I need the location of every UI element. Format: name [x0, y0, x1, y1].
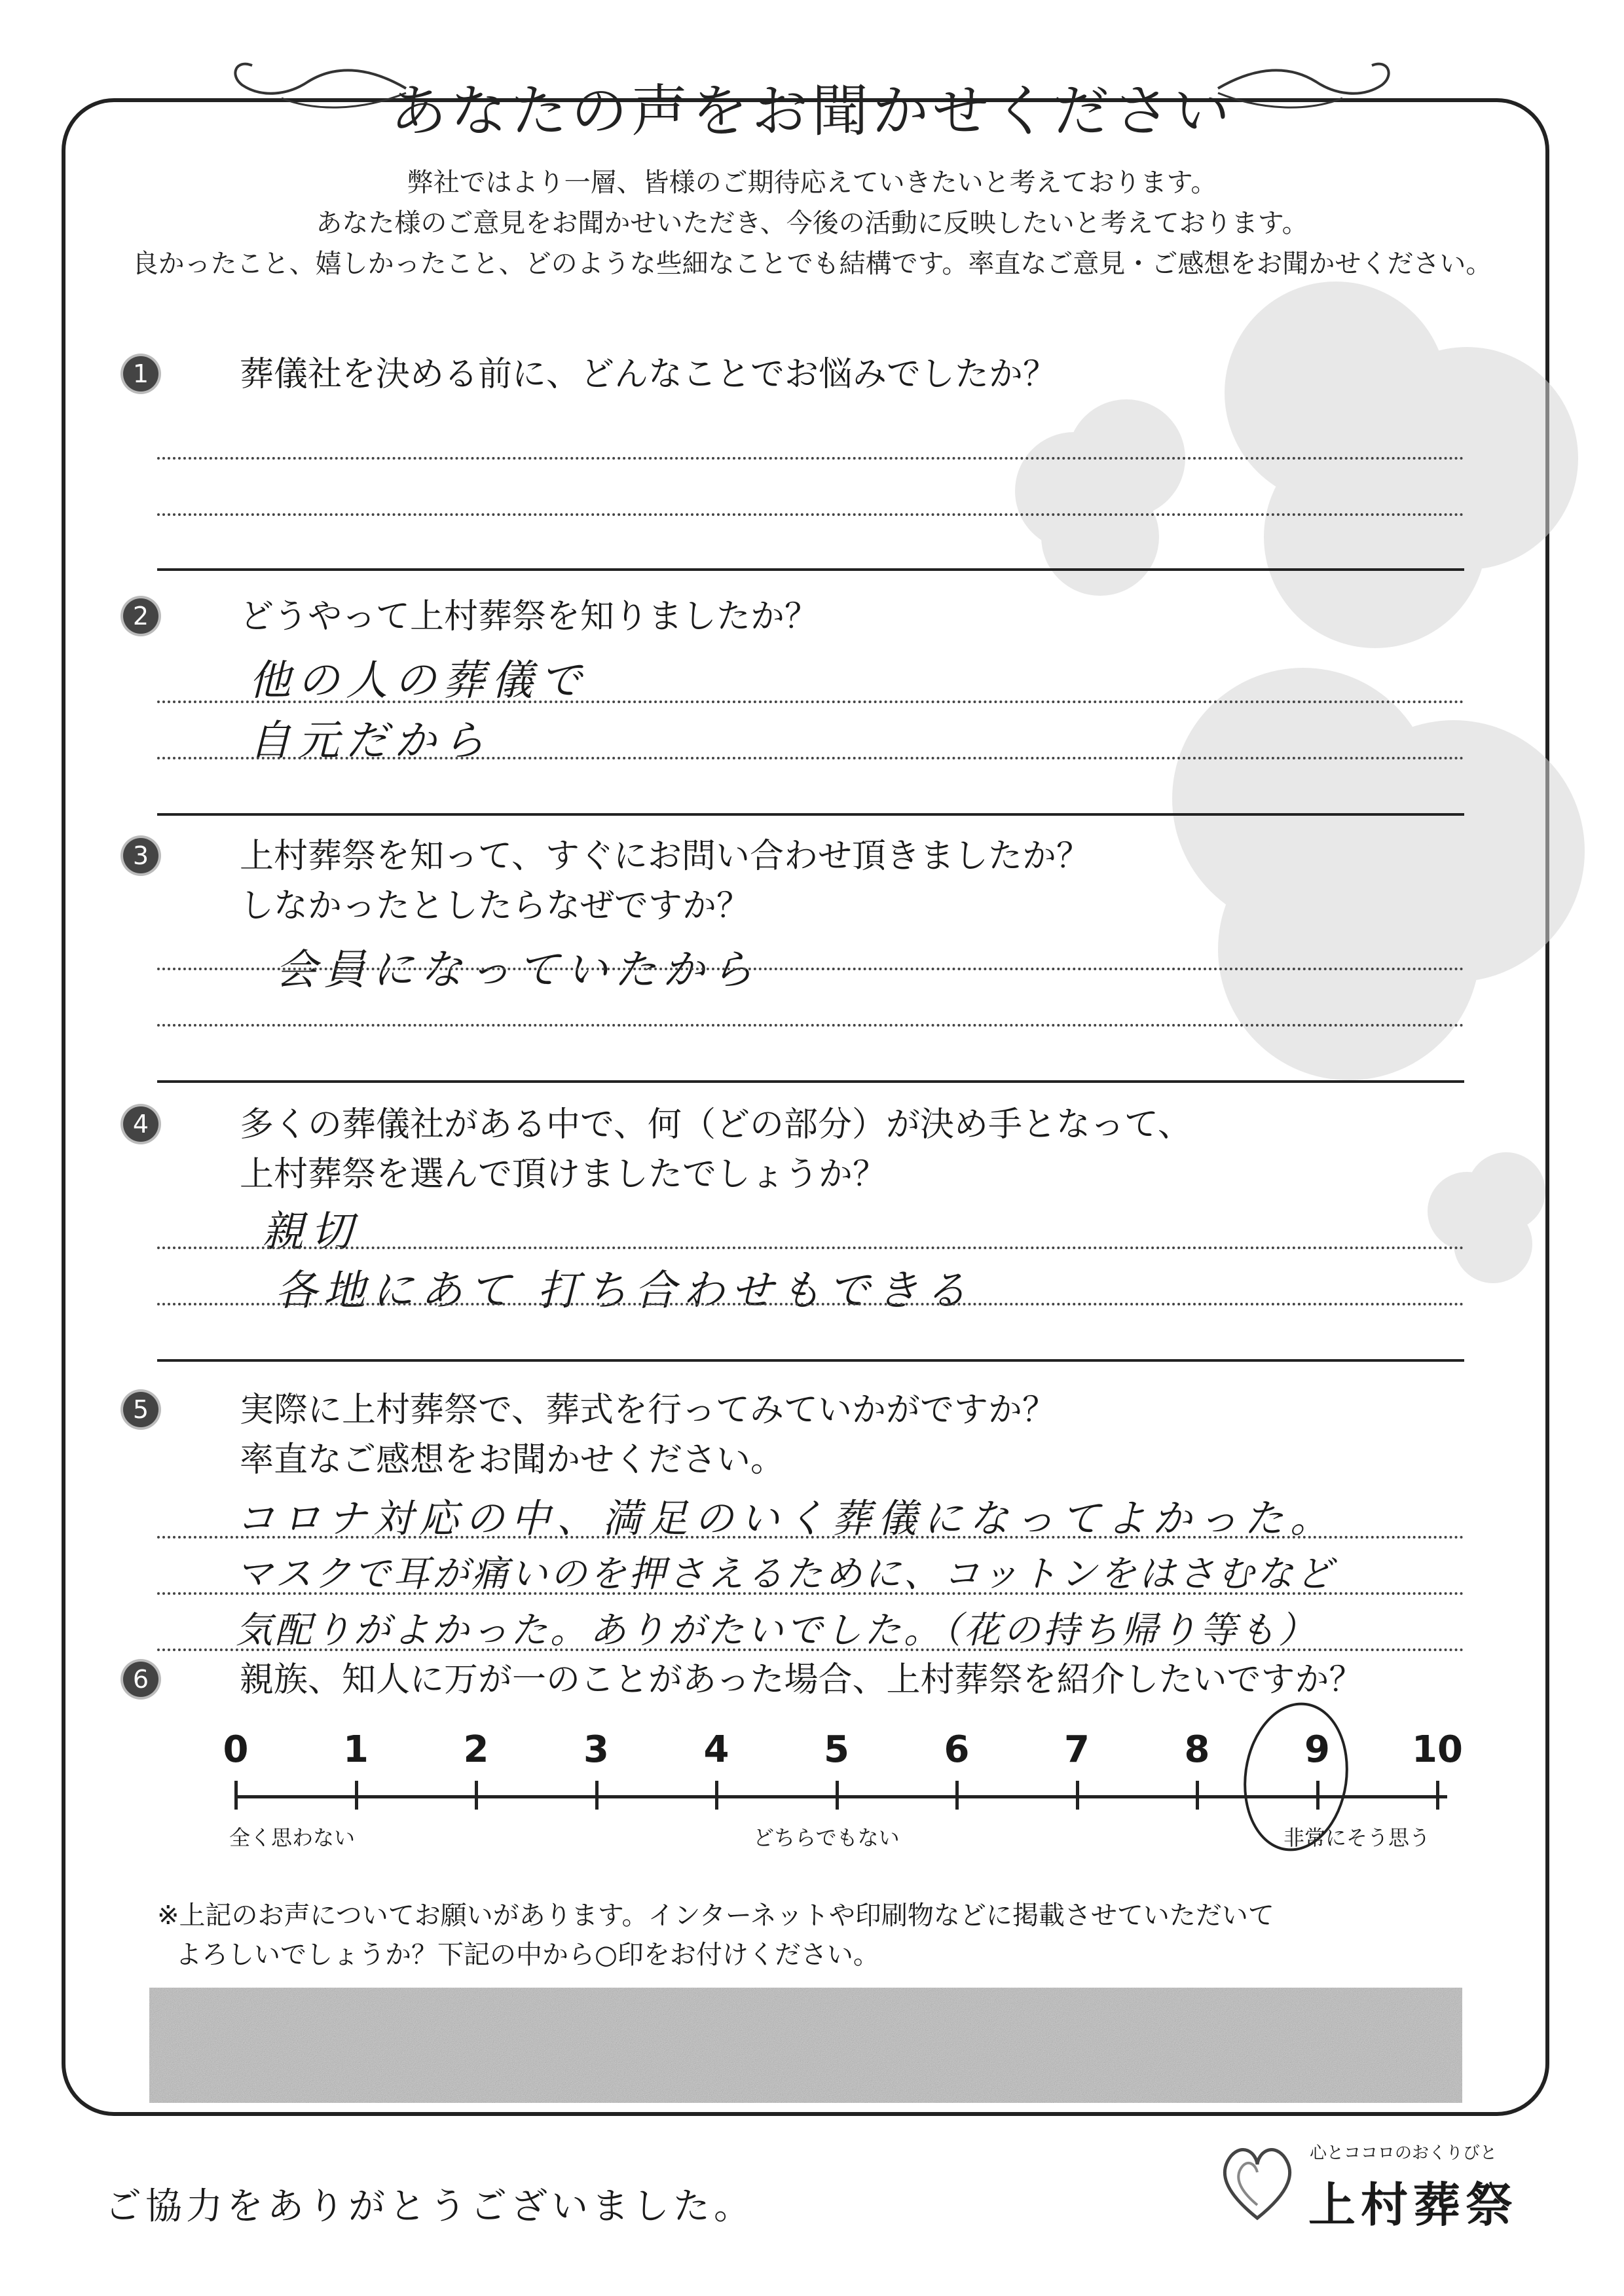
- scale-low-label: 全く思わない: [229, 1825, 356, 1850]
- scale-tick-label: 6: [944, 1728, 970, 1771]
- handwritten-answer: マスクで耳が痛いのを押さえるために、コットンをはさむなど: [236, 1553, 1335, 1595]
- scale-tick-label: 4: [703, 1728, 729, 1771]
- section-divider: [157, 1080, 1464, 1083]
- scale-tick-label: 10: [1412, 1728, 1463, 1771]
- handwritten-answer: 会員になっていたから: [275, 946, 760, 994]
- question-text: 多くの葬儀社がある中で、何（どの部分）が決め手となって、: [240, 1105, 1192, 1144]
- handwritten-answer: 各地にあて 打ち合わせもできる: [275, 1267, 974, 1315]
- scale-tick: [1076, 1781, 1079, 1810]
- answer-line: [157, 1024, 1464, 1027]
- heart-logo-icon: [1218, 2140, 1297, 2225]
- scale-tick: [234, 1781, 238, 1810]
- question-text: 上村葬祭を知って、すぐにお問い合わせ頂きましたか？: [240, 837, 1090, 876]
- intro-line: 良かったこと、嬉しかったこと、どのような些細なことでも結構です。率直なご意見・ご感想をお聞かせください。: [132, 249, 1492, 279]
- publication-note: [157, 1896, 1274, 1975]
- question-text: 実際に上村葬祭で、葬式を行ってみていかがですか？: [240, 1391, 1056, 1430]
- question-text: 上村葬祭を選んで頂けましたでしょうか？: [240, 1155, 887, 1194]
- answer-line: [157, 1649, 1464, 1651]
- question-text: 率直なご感想をお聞かせください。: [240, 1440, 785, 1480]
- note-line: よろしいでしょうか？下記の中から○印をお付けください。: [175, 1940, 879, 1970]
- answer-line: [157, 513, 1464, 516]
- handwritten-answer: コロナ対応の中、満足のいく葬儀になってよかった。: [236, 1496, 1336, 1542]
- handwritten-answer: 他の人の葬儀で: [249, 657, 588, 705]
- answer-line: [157, 1247, 1464, 1249]
- question-text: 葬儀社を決める前に、どんなことでお悩みでしたか？: [240, 355, 1058, 394]
- answer-line: [157, 757, 1464, 759]
- scale-mid-label: どちらでもない: [753, 1825, 900, 1850]
- scale-tick-label: 0: [223, 1728, 249, 1771]
- scale-tick-label: 7: [1064, 1728, 1090, 1771]
- scale-tick-label: 1: [343, 1728, 369, 1771]
- scale-tick-label: 9: [1304, 1728, 1330, 1771]
- thanks-message: ご協力をありがとうございました。: [105, 2185, 754, 2228]
- question-text: しなかったとしたらなぜですか？: [240, 886, 751, 926]
- scale-tick: [475, 1781, 478, 1810]
- answer-line: [157, 968, 1464, 970]
- page-title: あなたの声をお聞かせください: [390, 79, 1234, 144]
- scale-high-label: 非常にそう思う: [1283, 1825, 1431, 1850]
- question-number-badge: 5: [123, 1392, 158, 1427]
- intro-line: あなた様のご意見をお聞かせいただき、今後の活動に反映したいと考えております。: [316, 208, 1308, 238]
- clover-watermark-graphic: [877, 262, 1598, 1375]
- scale-tick: [1196, 1781, 1199, 1810]
- answer-line: [157, 1592, 1464, 1595]
- question-number-badge: 2: [123, 598, 158, 634]
- logo-tagline: 心とココロのおくりびと: [1310, 2143, 1498, 2163]
- scale-tick: [595, 1781, 599, 1810]
- logo-name: 上村葬祭: [1308, 2178, 1519, 2232]
- redacted-consent-area: [149, 1988, 1462, 2103]
- question-text: 親族、知人に万が一のことがあった場合、上村葬祭を紹介したいですか？: [240, 1660, 1363, 1700]
- scale-tick-label: 2: [463, 1728, 489, 1771]
- question-number-badge: 3: [123, 838, 158, 873]
- answer-line: [157, 701, 1464, 703]
- note-line: ※上記のお声についてお願いがあります。インターネットや印刷物などに掲載させていただいて: [157, 1901, 1274, 1931]
- scale-tick: [1436, 1781, 1439, 1810]
- question-number-badge: 1: [123, 356, 158, 392]
- handwritten-answer: 気配りがよかった。ありがたいでした。（花の持ち帰り等も）: [236, 1609, 1318, 1652]
- question-text: どうやって上村葬祭を知りましたか？: [240, 597, 819, 636]
- scale-tick: [715, 1781, 718, 1810]
- question-number-badge: 4: [123, 1106, 158, 1142]
- intro-line: 弊社ではより一層、皆様のご期待応えていきたいと考えております。: [407, 168, 1217, 198]
- scale-tick: [836, 1781, 839, 1810]
- handwritten-answer: 自元だから: [249, 717, 491, 765]
- section-divider: [157, 568, 1464, 571]
- scale-tick: [955, 1781, 959, 1810]
- scale-tick-label: 8: [1184, 1728, 1210, 1771]
- answer-line: [157, 1536, 1464, 1539]
- section-divider: [157, 1359, 1464, 1362]
- section-divider: [157, 813, 1464, 816]
- answer-line: [157, 457, 1464, 460]
- scale-tick-label: 5: [824, 1728, 849, 1771]
- scale-tick-label: 3: [583, 1728, 609, 1771]
- question-number-badge: 6: [123, 1662, 158, 1697]
- scale-tick: [355, 1781, 358, 1810]
- answer-line: [157, 1303, 1464, 1305]
- handwritten-answer: 親切: [262, 1208, 359, 1256]
